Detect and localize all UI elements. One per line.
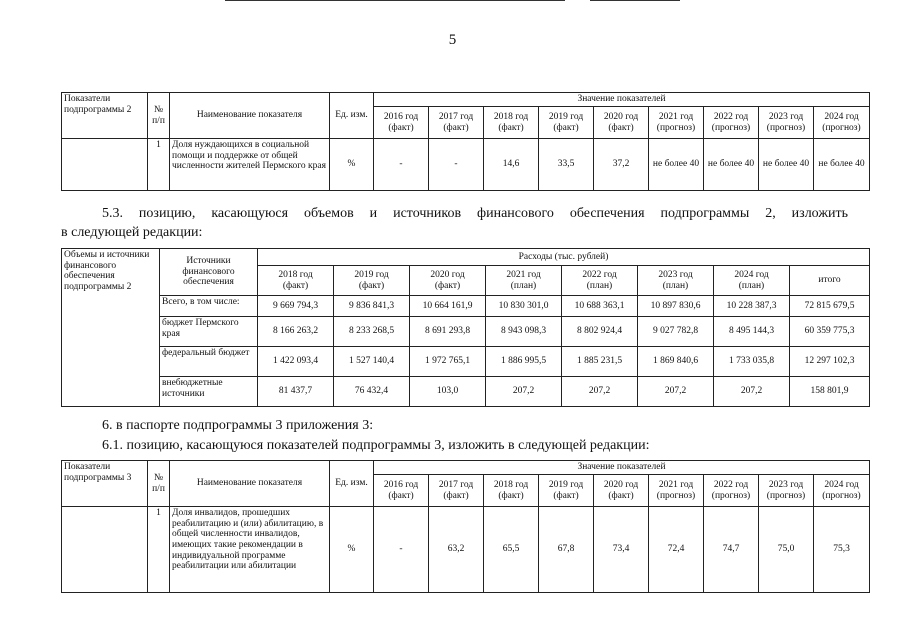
- indicator-name: Доля нуждающихся в социальной помощи и поддержке от общей численности жителей Пермского края: [170, 139, 330, 191]
- expense-total: 158 801,9: [790, 377, 870, 407]
- indicator-value: -: [429, 139, 484, 191]
- unit-value: %: [330, 139, 374, 191]
- expense-value: 9 836 841,3: [334, 296, 410, 317]
- year-header: 2020 год (факт): [594, 475, 649, 507]
- source-name: внебюджетные источники: [160, 377, 258, 407]
- expense-total: 12 297 102,3: [790, 347, 870, 377]
- top-rule-right: [590, 0, 680, 1]
- values-header: Значение показателей: [374, 461, 870, 475]
- expense-value: 81 437,7: [258, 377, 334, 407]
- source-header: Источники финансового обеспечения: [160, 249, 258, 296]
- year-header: 2019 год (факт): [539, 107, 594, 139]
- expense-value: 207,2: [486, 377, 562, 407]
- indicator-value: -: [374, 139, 429, 191]
- expense-value: 1 869 840,6: [638, 347, 714, 377]
- indicator-value: не более 40: [759, 139, 814, 191]
- year-header: 2020 год (факт): [594, 107, 649, 139]
- expense-total: 60 359 775,3: [790, 317, 870, 347]
- indicator-value: 74,7: [704, 507, 759, 593]
- indicators-label-cell: Показатели подпрограммы 2: [62, 93, 148, 139]
- expense-value: 8 802 924,4: [562, 317, 638, 347]
- indicator-value: 73,4: [594, 507, 649, 593]
- year-header: 2020 год (факт): [410, 266, 486, 296]
- expense-value: 8 691 293,8: [410, 317, 486, 347]
- year-header: 2022 год (прогноз): [704, 475, 759, 507]
- expense-value: 207,2: [714, 377, 790, 407]
- year-header: 2024 год (прогноз): [814, 475, 870, 507]
- indicator-value: 14,6: [484, 139, 539, 191]
- source-name: бюджет Пермского края: [160, 317, 258, 347]
- expense-value: 8 495 144,3: [714, 317, 790, 347]
- expense-value: 9 669 794,3: [258, 296, 334, 317]
- expense-value: 1 886 995,5: [486, 347, 562, 377]
- year-header: 2017 год (факт): [429, 475, 484, 507]
- paragraph-5-3: 5.3. позицию, касающуюся объемов и источников финансового обеспечения подпрограммы 2, изложить: [102, 206, 848, 221]
- source-name: федеральный бюджет: [160, 347, 258, 377]
- year-header: 2021 год (прогноз): [649, 475, 704, 507]
- expense-value: 1 972 765,1: [410, 347, 486, 377]
- indicator-name-header: Наименование показателя: [170, 461, 330, 507]
- source-name: Всего, в том числе:: [160, 296, 258, 317]
- year-header: 2018 год (факт): [484, 475, 539, 507]
- row-number-header: № п/п: [148, 93, 170, 139]
- total-header: итого: [790, 266, 870, 296]
- expense-value: 76 432,4: [334, 377, 410, 407]
- expense-value: 1 885 231,5: [562, 347, 638, 377]
- year-header: 2024 год (прогноз): [814, 107, 870, 139]
- top-rule-left: [225, 0, 565, 1]
- expense-value: 1 527 140,4: [334, 347, 410, 377]
- indicator-value: 67,8: [539, 507, 594, 593]
- expense-value: 10 688 363,1: [562, 296, 638, 317]
- indicator-value: -: [374, 507, 429, 593]
- unit-header: Ед. изм.: [330, 93, 374, 139]
- indicators-table-subprogram-3: [61, 460, 870, 593]
- paragraph-6: 6. в паспорте подпрограммы 3 приложения 3:: [102, 418, 374, 433]
- expense-value: 207,2: [638, 377, 714, 407]
- paragraph-6-1: 6.1. позицию, касающуюся показателей подпрограммы 3, изложить в следующей редакции:: [102, 438, 650, 453]
- indicator-value: 63,2: [429, 507, 484, 593]
- financing-label-cell: Объемы и источники финансового обеспечения подпрограммы 2: [62, 249, 160, 407]
- expense-value: 8 233 268,5: [334, 317, 410, 347]
- expense-value: 10 830 301,0: [486, 296, 562, 317]
- indicator-name: Доля инвалидов, прошедших реабилитацию и (или) абилитацию, в общей численности инвалидов, имеющих такие рекомендации в индивидуальной программе реабилитации или абилитации: [170, 507, 330, 593]
- indicator-value: не более 40: [649, 139, 704, 191]
- indicators-table-subprogram-2: [61, 92, 870, 191]
- expense-value: 1 422 093,4: [258, 347, 334, 377]
- empty-cell: [62, 139, 148, 191]
- indicator-value: 75,3: [814, 507, 870, 593]
- year-header: 2017 год (факт): [429, 107, 484, 139]
- indicators-label-cell: Показатели подпрограммы 3: [62, 461, 148, 507]
- indicator-value: не более 40: [704, 139, 759, 191]
- expense-value: 8 943 098,3: [486, 317, 562, 347]
- expense-value: 8 166 263,2: [258, 317, 334, 347]
- year-header: 2016 год (факт): [374, 475, 429, 507]
- expense-value: 10 228 387,3: [714, 296, 790, 317]
- indicator-name-header: Наименование показателя: [170, 93, 330, 139]
- year-header: 2018 год (факт): [258, 266, 334, 296]
- expense-value: 10 897 830,6: [638, 296, 714, 317]
- indicator-value: 33,5: [539, 139, 594, 191]
- unit-header: Ед. изм.: [330, 461, 374, 507]
- expense-value: 9 027 782,8: [638, 317, 714, 347]
- paragraph-5-3-cont: в следующей редакции:: [61, 225, 203, 240]
- indicator-value: 65,5: [484, 507, 539, 593]
- year-header: 2021 год (план): [486, 266, 562, 296]
- year-header: 2019 год (факт): [334, 266, 410, 296]
- indicator-value: не более 40: [814, 139, 870, 191]
- row-number: 1: [148, 507, 170, 593]
- indicator-value: 37,2: [594, 139, 649, 191]
- year-header: 2022 год (прогноз): [704, 107, 759, 139]
- year-header: 2021 год (прогноз): [649, 107, 704, 139]
- unit-value: %: [330, 507, 374, 593]
- year-header: 2016 год (факт): [374, 107, 429, 139]
- expense-total: 72 815 679,5: [790, 296, 870, 317]
- year-header: 2022 год (план): [562, 266, 638, 296]
- values-header: Значение показателей: [374, 93, 870, 107]
- row-number-header: № п/п: [148, 461, 170, 507]
- expense-value: 103,0: [410, 377, 486, 407]
- expense-value: 207,2: [562, 377, 638, 407]
- year-header: 2018 год (факт): [484, 107, 539, 139]
- year-header: 2023 год (план): [638, 266, 714, 296]
- year-header: 2023 год (прогноз): [759, 107, 814, 139]
- year-header: 2019 год (факт): [539, 475, 594, 507]
- expenses-header: Расходы (тыс. рублей): [258, 249, 870, 266]
- indicator-value: 75,0: [759, 507, 814, 593]
- row-number: 1: [148, 139, 170, 191]
- financing-table: [61, 248, 870, 407]
- indicator-value: 72,4: [649, 507, 704, 593]
- page-number: 5: [448, 32, 457, 48]
- expense-value: 1 733 035,8: [714, 347, 790, 377]
- year-header: 2024 год (план): [714, 266, 790, 296]
- empty-cell: [62, 507, 148, 593]
- year-header: 2023 год (прогноз): [759, 475, 814, 507]
- expense-value: 10 664 161,9: [410, 296, 486, 317]
